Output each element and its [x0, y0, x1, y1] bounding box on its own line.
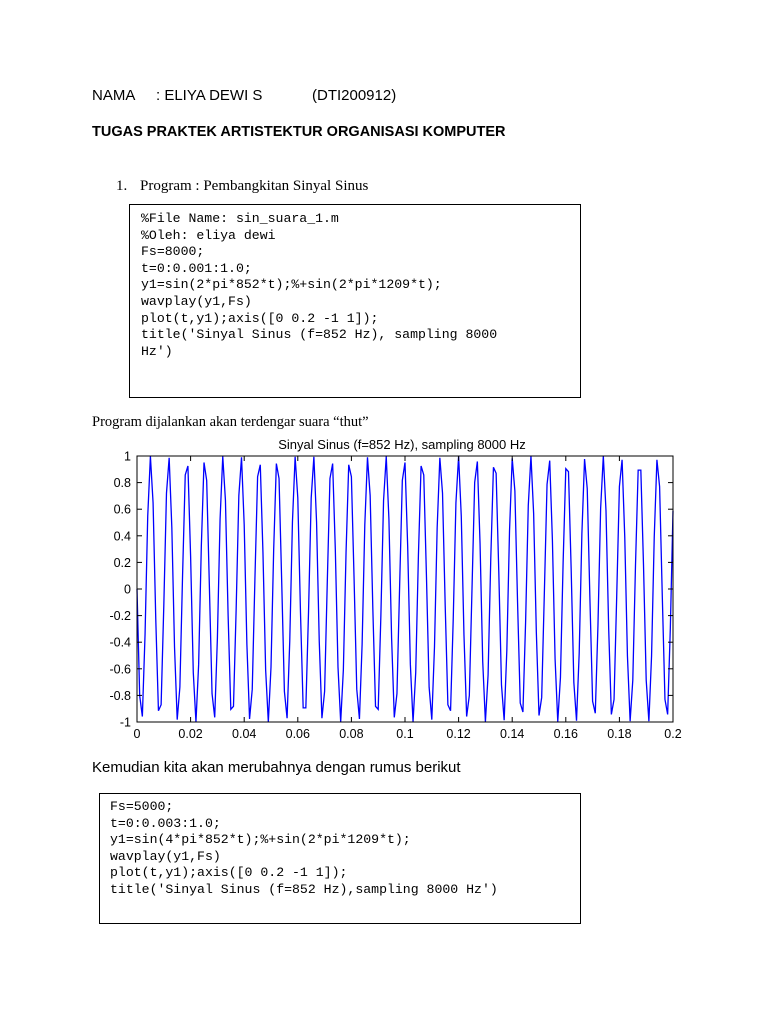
sine-chart — [0, 430, 768, 750]
chart-title: Sinyal Sinus (f=852 Hz), sampling 8000 Hz — [278, 437, 526, 452]
code-block-2 — [99, 793, 581, 924]
y-tick-label: -0.2 — [109, 609, 131, 624]
x-tick-label: 0.1 — [396, 727, 414, 741]
code-line: Hz') — [141, 343, 173, 359]
code-line: t=0:0.001:1.0; — [141, 260, 252, 276]
code-line: %Oleh: eliya dewi — [141, 227, 276, 243]
plot-area — [137, 456, 673, 722]
code-line: y1=sin(2*pi*852*t);%+sin(2*pi*1209*t); — [141, 277, 442, 293]
code-line: plot(t,y1);axis([0 0.2 -1 1]); — [110, 865, 348, 881]
code-block-1 — [129, 204, 581, 398]
y-tick-label: 0 — [124, 582, 131, 597]
x-tick-label: 0.16 — [553, 727, 578, 741]
y-tick-label: 0.4 — [113, 529, 131, 544]
name-value: : ELIYA DEWI S — [156, 87, 263, 104]
list-text: Program : Pembangkitan Sinyal Sinus — [140, 178, 369, 194]
code-line: wavplay(y1,Fs) — [110, 848, 221, 864]
y-tick-label: -0.6 — [109, 662, 131, 677]
x-tick-label: 0.18 — [607, 727, 632, 741]
code-line: %File Name: sin_suara_1.m — [141, 211, 339, 226]
y-tick-label: 0.8 — [113, 476, 131, 491]
code-line: Fs=8000; — [141, 244, 205, 260]
y-tick-label: 0.6 — [113, 502, 131, 517]
code-line: y1=sin(4*pi*852*t);%+sin(2*pi*1209*t); — [110, 832, 411, 848]
y-tick-label: 1 — [124, 449, 131, 464]
list-number: 1. — [116, 178, 128, 194]
x-tick-label: 0.02 — [178, 727, 203, 741]
student-id: (DTI200912) — [312, 87, 397, 104]
code-line: title('Sinyal Sinus (f=852 Hz), sampling 8000 — [141, 327, 498, 343]
code-line: plot(t,y1);axis([0 0.2 -1 1]); — [141, 310, 379, 326]
y-tick-label: -0.4 — [109, 635, 131, 650]
name-label: NAMA — [92, 87, 136, 104]
code-line: t=0:0.003:1.0; — [110, 815, 221, 831]
code-line: wavplay(y1,Fs) — [141, 293, 252, 309]
y-tick-label: -0.8 — [109, 688, 131, 703]
paragraph-1: Program dijalankan akan terdengar suara “thut” — [92, 414, 369, 430]
document-title: TUGAS PRAKTEK ARTISTEKTUR ORGANISASI KOMPUTER — [92, 124, 506, 140]
y-tick-label: 0.2 — [113, 555, 131, 570]
x-tick-label: 0.12 — [446, 727, 471, 741]
code-line: title('Sinyal Sinus (f=852 Hz),sampling 8000 Hz') — [110, 881, 498, 897]
y-tick-label: -1 — [119, 715, 131, 730]
paragraph-2: Kemudian kita akan merubahnya dengan rumus berikut — [92, 759, 461, 776]
x-tick-label: 0.08 — [339, 727, 364, 741]
x-tick-label: 0.2 — [664, 727, 682, 741]
x-tick-label: 0.04 — [232, 727, 257, 741]
x-tick-label: 0 — [133, 727, 141, 741]
code-line: Fs=5000; — [110, 799, 174, 814]
x-tick-label: 0.06 — [285, 727, 310, 741]
x-tick-label: 0.14 — [500, 727, 525, 741]
